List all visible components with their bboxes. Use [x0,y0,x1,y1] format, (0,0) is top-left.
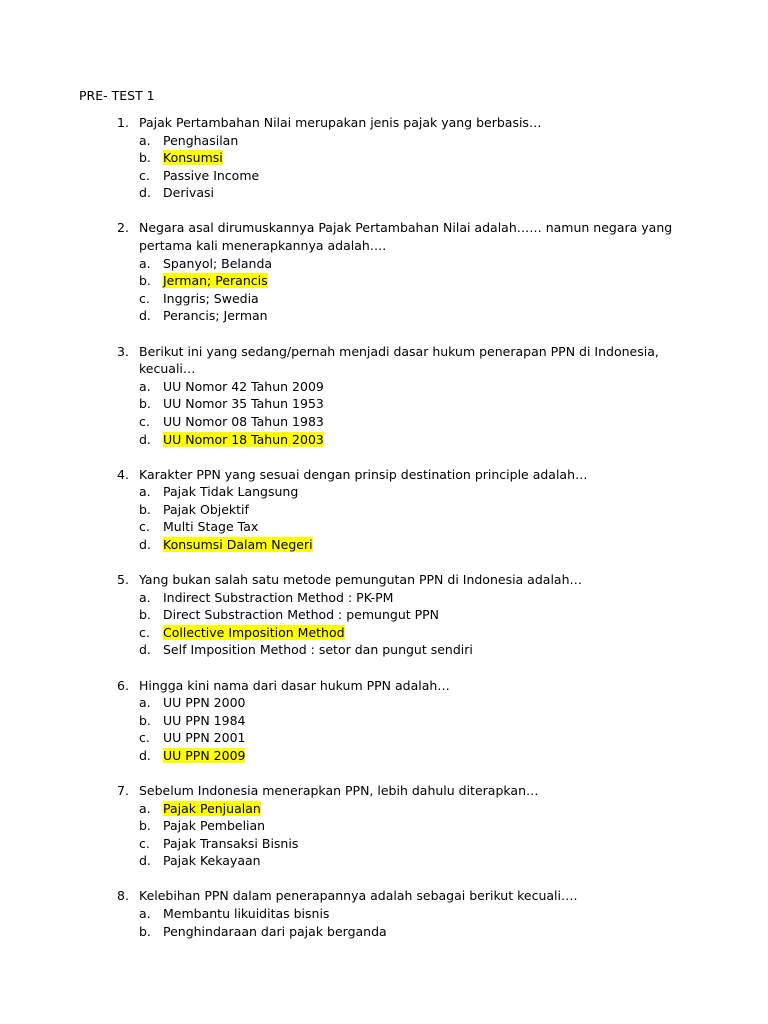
highlighted-answer-text: Konsumsi Dalam Negeri [163,536,313,552]
option-letter: c. [139,519,150,535]
question-text: Yang bukan salah satu metode pemungutan PPN di Indonesia adalah… [139,572,582,588]
option-text: Inggris; Swedia [163,290,259,306]
answer-option [0,307,768,325]
option-letter: b. [139,712,151,728]
question-number: 7. [117,783,129,798]
option-letter: c. [139,624,150,640]
answer-option [0,800,768,818]
question-number: 1. [117,115,129,130]
highlighted-answer-text: Jerman; Perancis [163,273,268,289]
question-text-row [0,887,768,905]
answer-option [0,290,768,308]
answer-option [0,747,768,765]
question-number: 6. [117,677,129,693]
answer-option [0,729,768,747]
option-letter: b. [139,150,151,166]
option-text: Multi Stage Tax [163,519,259,535]
question-text-row [0,219,768,254]
option-text: Penghasilan [163,132,239,148]
option-text: UU PPN 2000 [163,695,246,711]
option-letter: d. [139,536,151,552]
answer-option [0,149,768,167]
question-item [0,219,768,325]
question-list [0,114,768,958]
answer-option [0,395,768,413]
question-number: 8. [117,888,129,904]
answer-option [0,518,768,536]
option-text: Pajak Objektif [163,501,249,517]
answer-option [0,378,768,396]
option-text: UU PPN 2001 [163,730,246,746]
highlighted-answer-text: UU Nomor 18 Tahun 2003 [163,431,324,447]
question-item [0,571,768,659]
answer-option [0,536,768,554]
question-text: Hingga kini nama dari dasar hukum PPN adalah… [139,677,450,693]
option-letter: b. [139,607,151,623]
option-text: UU Nomor 35 Tahun 1953 [163,396,324,412]
question-item [0,343,768,449]
option-letter: b. [139,396,151,412]
option-text: Direct Substraction Method : pemungut PPN [163,607,440,623]
option-letter: c. [139,730,150,746]
option-letter: c. [139,413,150,429]
question-item [0,677,768,765]
option-letter: d. [139,308,151,324]
option-text: Membantu likuiditas bisnis [163,906,330,922]
option-text: Derivasi [163,185,214,201]
answer-option [0,694,768,712]
question-item [0,887,768,940]
answer-option [0,923,768,941]
option-text: Pajak Pembelian [163,818,266,834]
option-letter: d. [139,747,151,763]
option-text: Self Imposition Method : setor dan pungut sendiri [163,642,473,658]
option-letter: b. [139,273,151,289]
answer-option [0,413,768,431]
document-title: PRE- TEST 1 [79,88,155,103]
option-letter: a. [139,255,151,271]
option-letter: a. [139,378,151,394]
option-letter: b. [139,818,151,834]
highlighted-answer-text: Konsumsi [163,150,223,166]
question-text: Karakter PPN yang sesuai dengan prinsip destination principle adalah… [139,466,588,482]
question-number: 3. [117,343,129,359]
question-text-row [0,466,768,484]
option-letter: a. [139,132,151,148]
option-letter: c. [139,835,150,851]
answer-option [0,431,768,449]
option-letter: d. [139,642,151,658]
question-text-row [0,114,768,132]
answer-option [0,167,768,185]
answer-option [0,835,768,853]
answer-option [0,641,768,659]
option-letter: a. [139,484,151,500]
answer-option [0,624,768,642]
question-text-row [0,571,768,589]
answer-option [0,483,768,501]
question-text: Negara asal dirumuskannya Pajak Pertambahan Nilai adalah…… namun negara yang pertama kali menerapkannya adalah…. [139,220,673,254]
question-text: Pajak Pertambahan Nilai merupakan jenis pajak yang berbasis… [139,115,542,130]
answer-option [0,501,768,519]
option-letter: a. [139,906,151,922]
question-text: Sebelum Indonesia menerapkan PPN, lebih dahulu diterapkan… [139,783,539,798]
question-text-row [0,343,768,378]
option-letter: c. [139,290,150,306]
option-letter: a. [139,695,151,711]
question-number: 4. [117,466,129,482]
option-letter: b. [139,501,151,517]
answer-option [0,852,768,870]
answer-option [0,712,768,730]
option-text: Pajak Tidak Langsung [163,484,299,500]
answer-option [0,184,768,202]
highlighted-answer-text: Pajak Penjualan [163,800,261,816]
question-item [0,782,768,870]
option-letter: a. [139,800,151,816]
option-text: UU Nomor 08 Tahun 1983 [163,413,324,429]
question-number: 2. [117,220,129,236]
option-text: Indirect Substraction Method : PK-PM [163,589,394,605]
option-text: Penghindaraan dari pajak berganda [163,923,387,939]
option-text: UU PPN 1984 [163,712,246,728]
option-letter: a. [139,589,151,605]
highlighted-answer-text: Collective Imposition Method [163,624,345,640]
option-text: Perancis; Jerman [163,308,268,324]
option-text: Pajak Kekayaan [163,853,261,869]
highlighted-answer-text: UU PPN 2009 [163,747,246,763]
option-letter: c. [139,167,150,183]
question-number: 5. [117,572,129,588]
option-letter: d. [139,853,151,869]
answer-option [0,606,768,624]
question-text-row [0,677,768,695]
option-text: UU Nomor 42 Tahun 2009 [163,378,324,394]
question-item [0,114,768,202]
answer-option [0,255,768,273]
option-text: Passive Income [163,167,260,183]
answer-option [0,132,768,150]
option-text: Pajak Transaksi Bisnis [163,835,299,851]
option-letter: d. [139,185,151,201]
question-text: Kelebihan PPN dalam penerapannya adalah sebagai berikut kecuali…. [139,888,578,904]
question-text-row [0,782,768,800]
answer-option [0,589,768,607]
option-text: Spanyol; Belanda [163,255,273,271]
answer-option [0,817,768,835]
option-letter: d. [139,431,151,447]
question-text: Berikut ini yang sedang/pernah menjadi dasar hukum penerapan PPN di Indonesia, kecuali… [139,343,659,377]
option-letter: b. [139,923,151,939]
answer-option [0,272,768,290]
answer-option [0,905,768,923]
question-item [0,466,768,554]
